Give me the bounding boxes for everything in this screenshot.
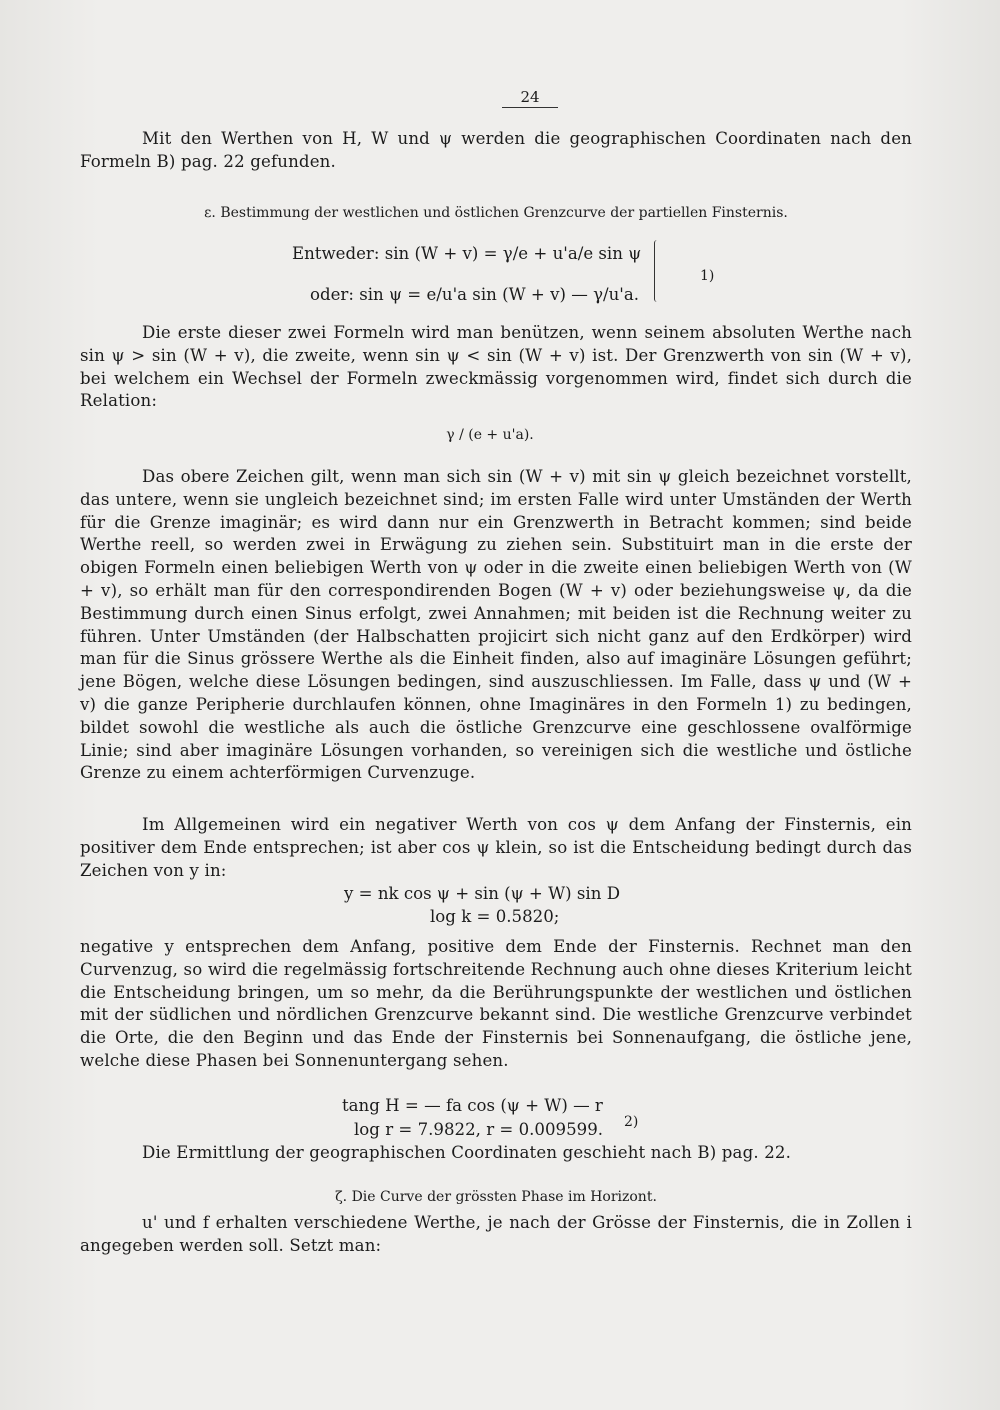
formula-2b: log k = 0.5820; [430,907,560,926]
paragraph-7: u' und f erhalten verschiedene Werthe, je nach der Grösse der Finsternis, die in Zollen i angegeben werden soll. Setzt man: [80,1213,912,1255]
formula-1b: oder: sin ψ = e/u'a sin (W + v) — γ/u'a. [310,285,639,304]
formula-1a: Entweder: sin (W + v) = γ/e + u'a/e sin ψ [292,244,642,263]
formula-3b: log r = 7.9822, r = 0.009599. [354,1120,604,1139]
paragraph-2: Die erste dieser zwei Formeln wird man benützen, wenn seinem absoluten Werthe nach sin ψ > sin (W + v), die zweite, wenn sin ψ < sin (W + v) ist. Der Grenzwerth von sin (W + v), bei welchem ein Wechsel der Formeln zweckmässig vorgenommen wird, findet sich durch die Relation: [80,323,912,411]
paragraph-6: Die Ermittlung der geographischen Coordinaten geschieht nach B) pag. 22. [142,1143,792,1162]
equation-label-2: 2) [624,1114,639,1130]
page-number: 24 [0,88,1000,108]
brace [654,240,663,302]
heading-zeta: ζ. Die Curve der grössten Phase im Horizont. [335,1189,657,1205]
equation-label-1: 1) [700,268,715,284]
paragraph-4: Im Allgemeinen wird ein negativer Werth von cos ψ dem Anfang der Finsternis, ein positiver dem Ende entsprechen; ist aber cos ψ klein, so ist die Entscheidung bedingt durch das Zeichen von y in: [80,815,912,880]
paragraph-1: Mit den Werthen von H, W und ψ werden die geographischen Coordinaten nach den Formeln B) pag. 22 gefunden. [80,129,912,171]
formula-3a: tang H = — fa cos (ψ + W) — r [342,1096,603,1115]
paragraph-3: Das obere Zeichen gilt, wenn man sich sin (W + v) mit sin ψ gleich bezeichnet vorstellt, das untere, wenn sie ungleich bezeichnet sind; im ersten Falle wird unter Umständen der Werth für die Grenze imaginär; es wird dann nur ein Grenzwerth in Betracht kommen; sind beide Werthe reell, so werden zwei in Erwägung zu ziehen sein. Substituirt man in die erste der obigen Formeln einen beliebigen Werth von ψ oder in die zweite einen beliebigen Werth von (W + v), so erhält man für den correspondirenden Bogen (W + v) oder beziehungsweise ψ, da die Bestimmung durch einen Sinus erfolgt, zwei Annahmen; mit beiden ist die Rechnung weiter zu führen. Unter Umständen (der Halbschatten projicirt sich nicht ganz auf den Erdkörper) wird man für die Sinus grössere Werthe als die Einheit finden, also auf imaginäre Lösungen geführt; jene Bögen, welche diese Lösungen bedingen, sind auszuschliessen. Im Falle, dass ψ und (W + v) die ganze Peripherie durchlaufen können, ohne Imaginäres in den Formeln 1) zu bedingen, bildet sowohl die westliche als auch die östliche Grenzcurve eine geschlossene ovalförmige Linie; sind aber imaginäre Lösungen vorhanden, so vereinigen sich die westliche und östliche Grenze zu einem achterförmigen Curvenzuge. [80,467,912,783]
formula-relation: γ / (e + u'a). [446,427,534,443]
heading-epsilon: ε. Bestimmung der westlichen und östlichen Grenzcurve der partiellen Finsternis. [204,205,788,221]
formula-2a: y = nk cos ψ + sin (ψ + W) sin D [344,884,621,903]
paragraph-5: negative y entsprechen dem Anfang, positive dem Ende der Finsternis. Rechnet man den Curvenzug, so wird die regelmässig fortschreitende Rechnung auch ohne dieses Kriterium leicht die Entscheidung bringen, um so mehr, da die Berührungspunkte der westlichen und östlichen mit der südlichen und nördlichen Grenzcurve bekannt sind. Die westliche Grenzcurve verbindet die Orte, die den Beginn und das Ende der Finsternis bei Sonnenaufgang, die östliche jene, welche diese Phasen bei Sonnenuntergang sehen. [80,937,912,1070]
